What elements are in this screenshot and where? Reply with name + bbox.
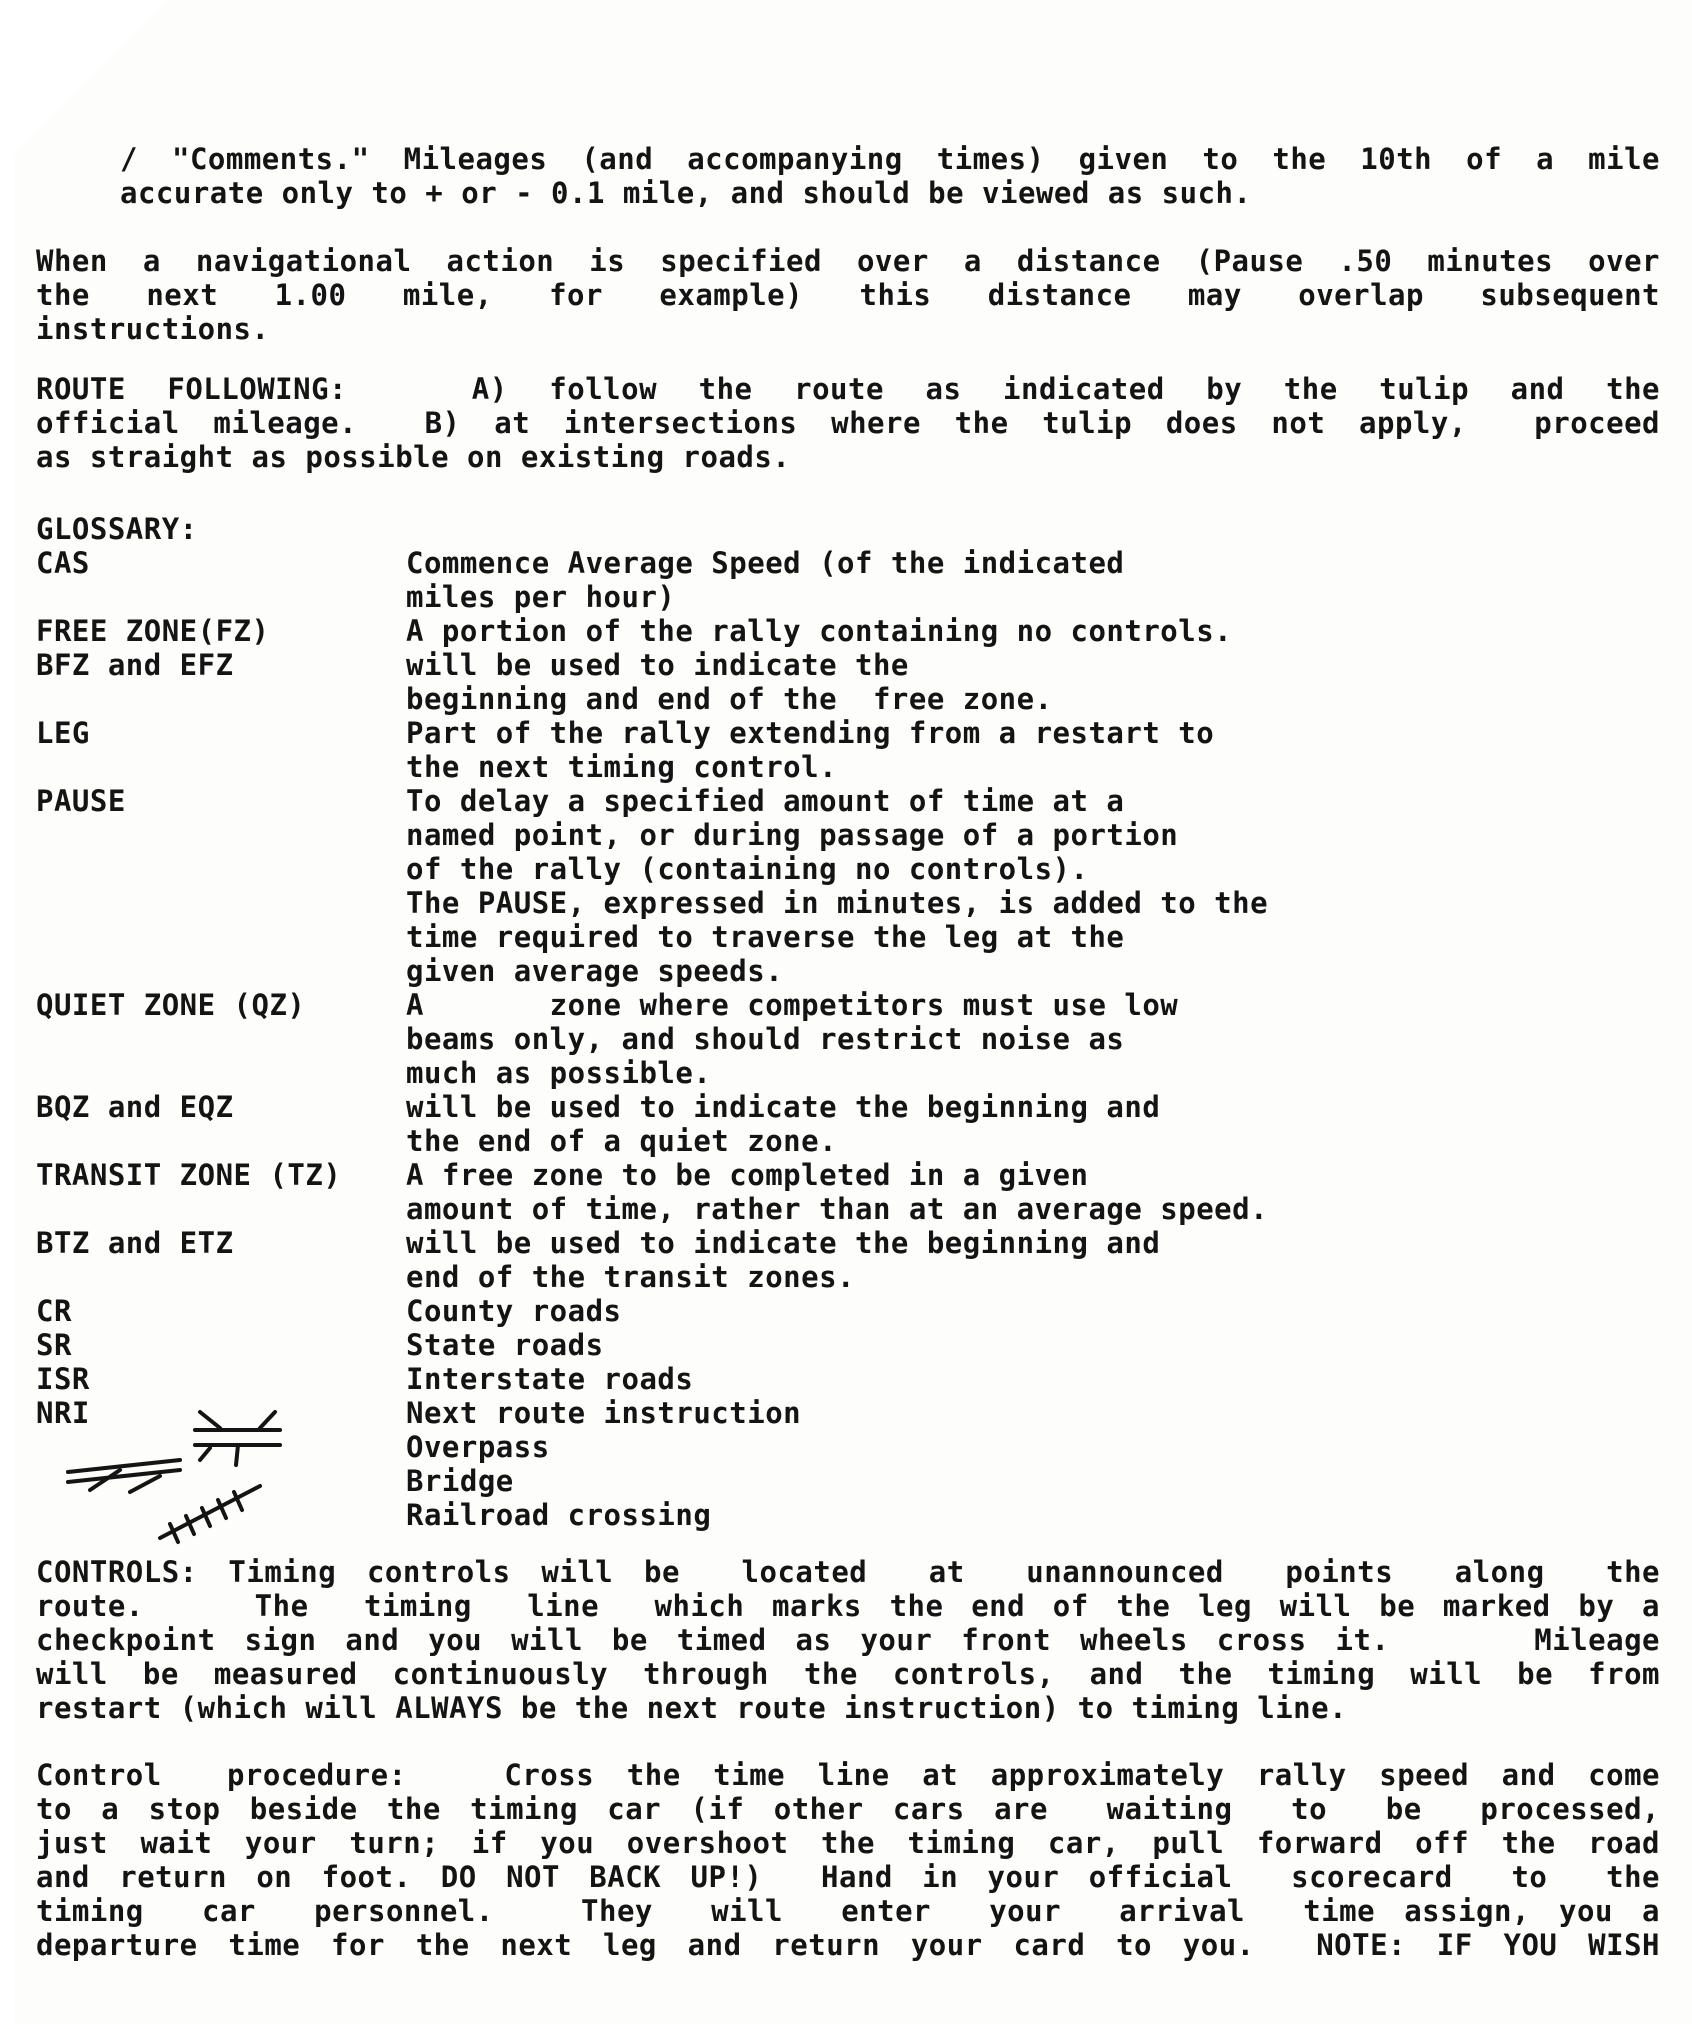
glossary-definition <box>406 1158 1660 1226</box>
glossary-definition-line: much as possible. <box>406 1056 712 1090</box>
glossary-definition <box>406 1396 1660 1430</box>
glossary-definition-line: the next timing control. <box>406 750 838 784</box>
glossary-definition-line: Railroad crossing <box>406 1498 712 1532</box>
glossary-definition-line: beginning and end of the free zone. <box>406 682 1053 716</box>
glossary-heading-text: GLOSSARY: <box>36 512 198 546</box>
glossary-definition <box>406 546 1660 614</box>
navigation-line: the next 1.00 mile, for example) this distance may overlap subsequent <box>36 278 1660 312</box>
overpass-symbol-icon <box>195 1412 280 1465</box>
glossary-definition-line: County roads <box>406 1294 622 1328</box>
controls-line: CONTROLS: Timing controls will be located at unannounced points along the <box>36 1555 1660 1589</box>
road-symbols <box>60 1400 290 1550</box>
glossary-term: ISR <box>36 1362 90 1396</box>
glossary-definition-line: A free zone to be completed in a given <box>406 1158 1089 1192</box>
glossary-definition-line: will be used to indicate the beginning and <box>406 1226 1161 1260</box>
controls-line: will be measured continuously through the controls, and the timing will be from <box>36 1657 1660 1691</box>
glossary-definition <box>406 1090 1660 1158</box>
glossary-term: BQZ and EQZ <box>36 1090 234 1124</box>
glossary-definition-line: time required to traverse the leg at the <box>406 920 1125 954</box>
glossary-term: QUIET ZONE (QZ) <box>36 988 306 1022</box>
glossary-definition <box>406 1328 1660 1362</box>
glossary-term: LEG <box>36 716 90 750</box>
glossary-definition <box>406 1464 1660 1498</box>
intro-paragraph <box>120 142 1660 210</box>
glossary-term: CR <box>36 1294 72 1328</box>
glossary-term: BFZ and EFZ <box>36 648 234 682</box>
glossary-definition-line: given average speeds. <box>406 954 784 988</box>
glossary-definition-line: Next route instruction <box>406 1396 802 1430</box>
glossary-definition-line: will be used to indicate the beginning and <box>406 1090 1161 1124</box>
glossary-definition <box>406 716 1660 784</box>
glossary-definition-line: Part of the rally extending from a restart to <box>406 716 1215 750</box>
glossary-term: CAS <box>36 546 90 580</box>
glossary-term: FREE ZONE(FZ) <box>36 614 270 648</box>
glossary-definition-line: A zone where competitors must use low <box>406 988 1179 1022</box>
glossary-definition <box>406 1294 1660 1328</box>
procedure-line: and return on foot. DO NOT BACK UP!) Hand in your official scorecard to the <box>36 1860 1660 1894</box>
bridge-symbol-icon <box>68 1460 180 1492</box>
glossary-definition-line: amount of time, rather than at an average speed. <box>406 1192 1269 1226</box>
glossary-definition-line: of the rally (containing no controls). <box>406 852 1089 886</box>
glossary-definition-line: The PAUSE, expressed in minutes, is added to the <box>406 886 1269 920</box>
glossary-definition <box>406 784 1660 988</box>
glossary-term: SR <box>36 1328 72 1362</box>
glossary-term: BTZ and ETZ <box>36 1226 234 1260</box>
route-line: as straight as possible on existing roads. <box>36 440 791 474</box>
glossary-heading <box>36 512 1660 546</box>
glossary-definition <box>406 1226 1660 1294</box>
glossary-term: PAUSE <box>36 784 126 818</box>
glossary-definition-line: Commence Average Speed (of the indicated <box>406 546 1125 580</box>
route-line: ROUTE FOLLOWING: A) follow the route as indicated by the tulip and the <box>36 372 1660 406</box>
railroad-crossing-symbol-icon <box>160 1486 260 1542</box>
glossary-definition-line: Bridge <box>406 1464 514 1498</box>
glossary-definition-line: will be used to indicate the <box>406 648 909 682</box>
route-line: official mileage. B) at intersections where the tulip does not apply, proceed <box>36 406 1660 440</box>
glossary-definition-line: end of the transit zones. <box>406 1260 855 1294</box>
procedure-line: departure time for the next leg and return your card to you. NOTE: IF YOU WISH <box>36 1928 1660 1962</box>
route-following-paragraph <box>36 372 1660 474</box>
glossary-definition-line: Overpass <box>406 1430 550 1464</box>
procedure-line: timing car personnel. They will enter your arrival time assign, you a <box>36 1894 1660 1928</box>
glossary-definition <box>406 1362 1660 1396</box>
intro-line: accurate only to + or - 0.1 mile, and should be viewed as such. <box>120 176 1252 210</box>
glossary-definition-line: the end of a quiet zone. <box>406 1124 838 1158</box>
glossary-definition-line: State roads <box>406 1328 604 1362</box>
controls-line: route. The timing line which marks the end of the leg will be marked by a <box>36 1589 1660 1623</box>
glossary-definition-line: Interstate roads <box>406 1362 694 1396</box>
navigation-line: instructions. <box>36 312 270 346</box>
glossary-definition-line: To delay a specified amount of time at a <box>406 784 1125 818</box>
controls-line: checkpoint sign and you will be timed as your front wheels cross it. Mileage <box>36 1623 1660 1657</box>
glossary-definition <box>406 1498 1660 1532</box>
glossary-definition <box>406 648 1660 716</box>
glossary-term: TRANSIT ZONE (TZ) <box>36 1158 342 1192</box>
navigation-paragraph <box>36 244 1660 346</box>
scan-edge <box>0 0 14 2024</box>
controls-paragraph <box>36 1555 1660 1725</box>
navigation-line: When a navigational action is specified over a distance (Pause .50 minutes over <box>36 244 1660 278</box>
glossary-definition-line: miles per hour) <box>406 580 676 614</box>
procedure-line: just wait your turn; if you overshoot the timing car, pull forward off the road <box>36 1826 1660 1860</box>
glossary-definition-line: named point, or during passage of a portion <box>406 818 1179 852</box>
glossary-definition <box>406 1430 1660 1464</box>
glossary-definition <box>406 988 1660 1090</box>
glossary-term: NRI <box>36 1396 90 1430</box>
glossary-definition-line: A portion of the rally containing no controls. <box>406 614 1233 648</box>
procedure-line: to a stop beside the timing car (if other cars are waiting to be processed, <box>36 1792 1660 1826</box>
glossary-definition-line: beams only, and should restrict noise as <box>406 1022 1125 1056</box>
controls-line: restart (which will ALWAYS be the next route instruction) to timing line. <box>36 1691 1348 1725</box>
control-procedure-paragraph <box>36 1758 1660 1962</box>
intro-line: / "Comments." Mileages (and accompanying times) given to the 10th of a mile <box>120 142 1660 176</box>
glossary-definition <box>406 614 1660 648</box>
procedure-line: Control procedure: Cross the time line at approximately rally speed and come <box>36 1758 1660 1792</box>
